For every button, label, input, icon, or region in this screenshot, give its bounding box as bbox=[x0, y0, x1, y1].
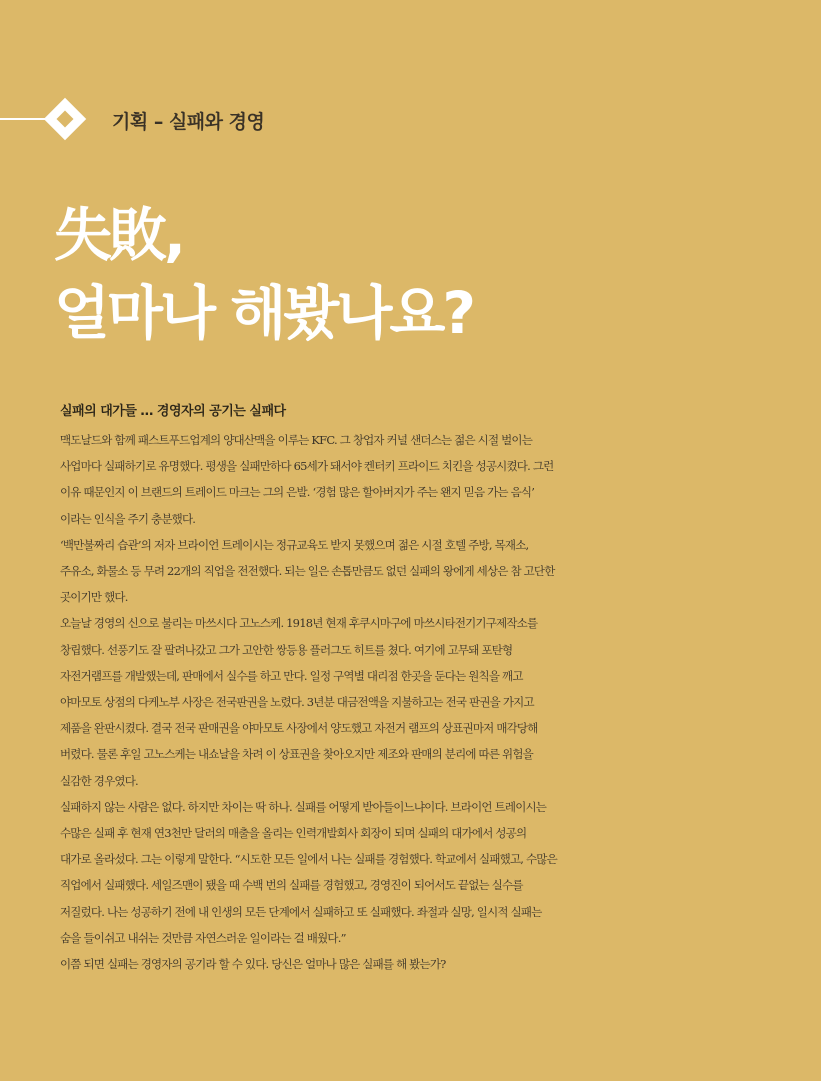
body-line: 자전거램프를 개발했는데, 판매에서 실수를 하고 만다. 일정 구역별 대리점 한곳을 둔다는 원칙을 깨고 bbox=[60, 668, 523, 683]
body-line: 실감한 경우였다. bbox=[60, 773, 138, 788]
diamond-icon bbox=[44, 98, 86, 140]
body-line: 직업에서 실패했다. 세일즈맨이 됐을 때 수백 번의 실패를 경험했고, 경영진이 되어서도 끝없는 실수를 bbox=[60, 878, 523, 893]
article-subheading: 실패의 대가들 … 경영자의 공기는 실패다 bbox=[60, 404, 286, 419]
body-line: 숨을 들이쉬고 내쉬는 것만큼 자연스러운 일이라는 걸 배웠다.” bbox=[60, 930, 346, 945]
title-line-1: 失敗, bbox=[54, 201, 184, 269]
body-line: 제품을 완판시켰다. 결국 전국 판매권을 야마모토 사장에서 양도했고 자전거 램프의 상표권마저 매각당해 bbox=[60, 721, 538, 736]
body-line: 창립했다. 선풍기도 잘 팔려나갔고 그가 고안한 쌍등용 플러그도 히트를 쳤다. 여기에 고무돼 포탄형 bbox=[60, 642, 513, 657]
body-line: 이쯤 되면 실패는 경영자의 공기라 할 수 있다. 당신은 얼마나 많은 실패를 해 봤는가? bbox=[60, 957, 446, 972]
body-line: 버렸다. 물론 후일 고노스케는 내쇼날을 차려 이 상표권을 찾아오지만 제조와 판매의 분리에 따른 위험을 bbox=[60, 747, 533, 762]
body-line: 주유소, 화물소 등 무려 22개의 직업을 전전했다. 되는 일은 손톱만큼도 없던 실패의 왕에게 세상은 참 고단한 bbox=[60, 564, 555, 579]
diamond-icon-center bbox=[57, 111, 74, 128]
body-line: 수많은 실패 후 현재 연3천만 달러의 매출을 올리는 인력개발회사 회장이 되며 실패의 대가에서 성공의 bbox=[60, 826, 527, 841]
body-line: 이라는 인식을 주기 충분했다. bbox=[60, 511, 196, 526]
body-line: 오늘날 경영의 신으로 불리는 마쓰시다 고노스케. 1918년 현재 후쿠시마구에 마쓰시타전기기구제작소를 bbox=[60, 616, 538, 631]
body-line: 야마모토 상점의 다케노부 사장은 전국판권을 노렸다. 3년분 대금전액을 지불하고는 전국 판권을 가지고 bbox=[60, 695, 534, 710]
body-line: 이유 때문인지 이 브랜드의 트레이드 마크는 그의 은발. ‘경험 많은 할아버지가 주는 왠지 믿음 가는 음식’ bbox=[60, 485, 535, 500]
body-line: ‘백만불짜리 습관’의 저자 브라이언 트레이시는 정규교육도 받지 못했으며 젊은 시절 호텔 주방, 목재소, bbox=[60, 537, 529, 552]
body-line: 대가로 올라섰다. 그는 이렇게 말한다. “시도한 모든 일에서 나는 실패를 경험했다. 학교에서 실패했고, 수많은 bbox=[60, 852, 557, 867]
body-line: 맥도날드와 함께 패스트푸드업계의 양대산맥을 이루는 KFC. 그 창업자 커널 샌더스는 젊은 시절 벌이는 bbox=[60, 433, 533, 447]
article-body bbox=[60, 427, 630, 977]
page-title bbox=[54, 196, 473, 352]
body-line: 저질렀다. 나는 성공하기 전에 내 인생의 모든 단계에서 실패하고 또 실패했다. 좌절과 실망, 일시적 실패는 bbox=[60, 904, 542, 919]
body-line: 곳이기만 했다. bbox=[60, 590, 128, 605]
section-label: 기획 – 실패와 경영 bbox=[112, 111, 265, 133]
title-line-2: 얼마나 해봤나요? bbox=[54, 279, 474, 347]
body-line: 사업마다 실패하기로 유명했다. 평생을 실패만하다 65세가 돼서야 켄터키 프라이드 치킨을 성공시켰다. 그런 bbox=[60, 459, 554, 474]
body-line: 실패하지 않는 사람은 없다. 하지만 차이는 딱 하나. 실패를 어떻게 받아들이느냐이다. 브라이언 트레이시는 bbox=[60, 799, 547, 814]
